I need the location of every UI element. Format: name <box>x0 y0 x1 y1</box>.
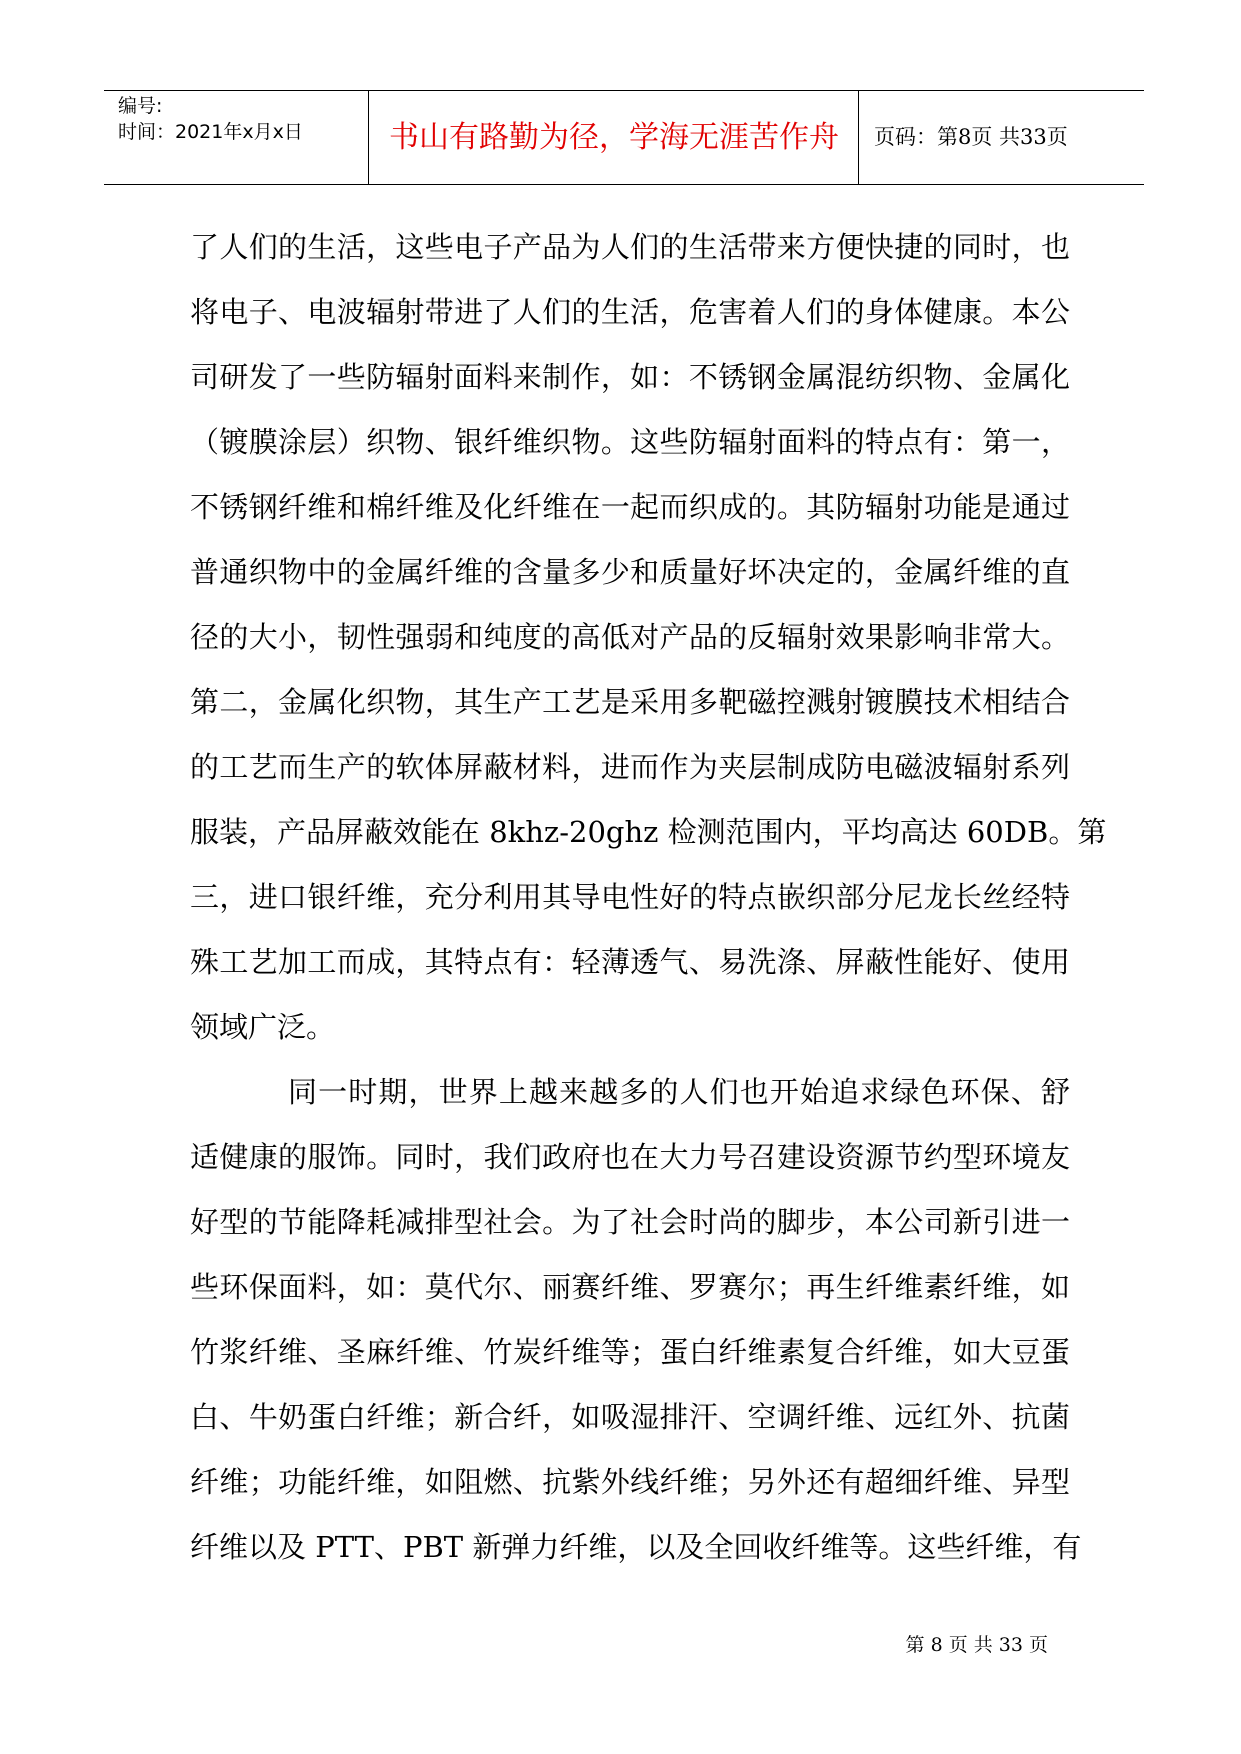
paragraph-line: 适健康的服饰。同时，我们政府也在大力号召建设资源节约型环境友 <box>190 1140 1070 1174</box>
paragraph-line: 领域广泛。 <box>190 1010 336 1044</box>
paragraph-line: 三，进口银纤维，充分利用其导电性好的特点嵌织部分尼龙长丝经特 <box>190 880 1070 914</box>
header-page-code: 页码：第8页 共33页 <box>874 125 1068 149</box>
paragraph-line: 了人们的生活，这些电子产品为人们的生活带来方便快捷的同时，也 <box>190 230 1070 264</box>
paragraph-line: 纤维；功能纤维，如阻燃、抗紫外线纤维；另外还有超细纤维、异型 <box>190 1465 1070 1499</box>
paragraph-line: 司研发了一些防辐射面料来制作，如：不锈钢金属混纺织物、金属化 <box>190 360 1070 394</box>
paragraph-line: （镀膜涂层）织物、银纤维织物。这些防辐射面料的特点有：第一， <box>190 425 1070 459</box>
paragraph-line: 竹浆纤维、圣麻纤维、竹炭纤维等；蛋白纤维素复合纤维，如大豆蛋 <box>190 1335 1070 1369</box>
paragraph-line: 些环保面料，如：莫代尔、丽赛纤维、罗赛尔；再生纤维素纤维，如 <box>190 1270 1070 1304</box>
paragraph-line: 的工艺而生产的软体屏蔽材料，进而作为夹层制成防电磁波辐射系列 <box>190 750 1070 784</box>
document-time-label: 时间：2021年x月x日 <box>118 121 303 143</box>
document-body <box>190 215 1107 1580</box>
paragraph-line: 白、牛奶蛋白纤维；新合纤，如吸湿排汗、空调纤维、远红外、抗菌 <box>190 1400 1070 1434</box>
paragraph <box>190 1060 1082 1580</box>
paragraph-line: 普通织物中的金属纤维的含量多少和质量好坏决定的，金属纤维的直 <box>190 555 1070 589</box>
page-footer: 第 8 页 共 33 页 <box>905 1634 1048 1656</box>
paragraph-line: 服装，产品屏蔽效能在 8khz-20ghz 检测范围内，平均高达 60DB。第 <box>190 815 1107 849</box>
paragraph-line: 第二，金属化织物，其生产工艺是采用多靶磁控溅射镀膜技术相结合 <box>190 685 1070 719</box>
paragraph-line: 不锈钢纤维和棉纤维及化纤维在一起而织成的。其防辐射功能是通过 <box>190 490 1070 524</box>
paragraph-line: 纤维以及 PTT、PBT 新弹力纤维，以及全回收纤维等。这些纤维，有 <box>190 1530 1082 1564</box>
header-divider-right <box>858 91 859 184</box>
paragraph <box>190 215 1107 1060</box>
header-meta <box>118 91 368 184</box>
paragraph-line: 同一时期，世界上越来越多的人们也开始追求绿色环保、舒 <box>288 1075 1070 1109</box>
header-divider-left <box>368 91 369 184</box>
paragraph-line: 径的大小，韧性强弱和纯度的高低对产品的反辐射效果影响非常大。 <box>190 620 1070 654</box>
paragraph-line: 好型的节能降耗减排型社会。为了社会时尚的脚步，本公司新引进一 <box>190 1205 1070 1239</box>
paragraph-line: 殊工艺加工而成，其特点有：轻薄透气、易洗涤、屏蔽性能好、使用 <box>190 945 1070 979</box>
document-number-label: 编号: <box>118 95 163 117</box>
page-header <box>104 90 1144 185</box>
paragraph-line: 将电子、电波辐射带进了人们的生活，危害着人们的身体健康。本公 <box>190 295 1070 329</box>
header-motto: 书山有路勤为径，学海无涯苦作舟 <box>389 120 839 155</box>
